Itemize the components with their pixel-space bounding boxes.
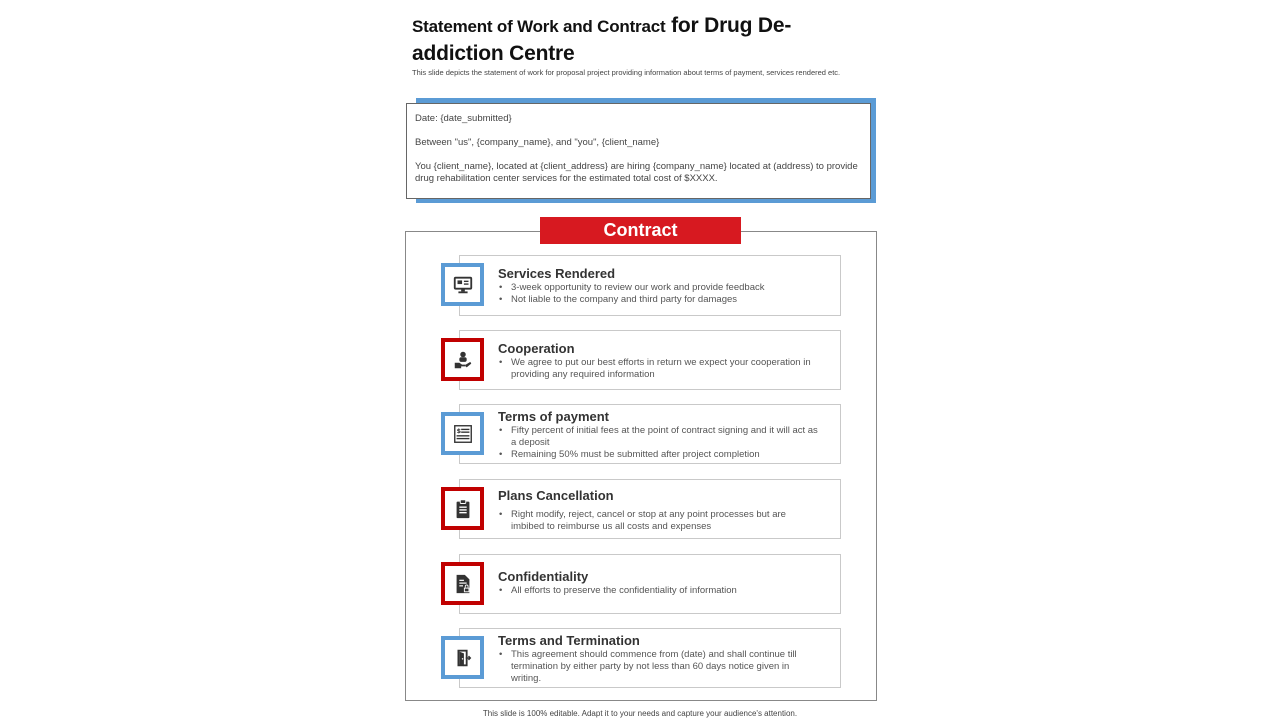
contract-item-terms-of-payment (459, 404, 841, 464)
item-bullets (498, 649, 820, 685)
intro-description-line: You {client_name}, located at {client_address} are hiring {company_name} located at (address) to provide drug rehabilitation center services for the estimated total cost of $XXXX. (415, 161, 858, 184)
item-bullet: • Not liable to the company and third party for damages (498, 294, 820, 306)
hand-support-icon (441, 338, 484, 381)
contract-banner: Contract (540, 217, 741, 244)
item-heading: Cooperation (498, 341, 575, 356)
contract-item-services-rendered (459, 255, 841, 316)
item-heading: Terms and Termination (498, 633, 640, 648)
item-bullet: • All efforts to preserve the confidentiality of information (498, 585, 820, 597)
exit-door-icon (441, 636, 484, 679)
item-heading: Plans Cancellation (498, 488, 614, 503)
item-bullet: • 3-week opportunity to review our work and provide feedback (498, 282, 820, 294)
svg-text:$: $ (456, 426, 461, 435)
contract-item-plans-cancellation (459, 479, 841, 539)
contract-item-cooperation (459, 330, 841, 390)
title-part-1: Statement of Work and Contract (412, 17, 666, 36)
item-heading: Services Rendered (498, 266, 616, 281)
locked-document-icon (441, 562, 484, 605)
item-bullet: • Right modify, reject, cancel or stop at any point processes but are imbibed to reimburse us all costs and expenses (498, 509, 820, 533)
item-heading: Confidentiality (498, 569, 589, 584)
page-title (412, 12, 872, 67)
item-bullet: • Fifty percent of initial fees at the point of contract signing and it will act as a deposit (498, 425, 820, 449)
clipboard-icon (441, 487, 484, 530)
intro-parties-line: Between "us", {company_name}, and "you", {client_name} (415, 137, 660, 148)
item-bullet: • Remaining 50% must be submitted after project completion (498, 449, 820, 461)
monitor-icon (441, 263, 484, 306)
item-bullet: • This agreement should commence from (date) and shall continue till termination by either party by not less than 60 days notice given in writing. (498, 649, 820, 685)
page-subtitle: This slide depicts the statement of work for proposal project providing information about terms of payment, services rendered etc. (412, 68, 841, 77)
invoice-icon (441, 412, 484, 455)
item-bullets (498, 282, 820, 306)
item-bullets (498, 425, 820, 461)
contract-item-terms-and-termination (459, 628, 841, 688)
intro-date-line: Date: {date_submitted} (415, 113, 512, 124)
intro-box (406, 103, 871, 199)
footer-note: This slide is 100% editable. Adapt it to your needs and capture your audience's attention. (482, 709, 798, 718)
contract-item-confidentiality (459, 554, 841, 614)
item-bullets (498, 357, 820, 381)
item-bullets (498, 585, 820, 597)
item-bullets (498, 509, 820, 533)
title-part-2: for Drug De-addiction Centre (412, 14, 792, 65)
item-heading: Terms of payment (498, 409, 610, 424)
item-bullet: • We agree to put our best efforts in return we expect your cooperation in providing any required information (498, 357, 820, 381)
